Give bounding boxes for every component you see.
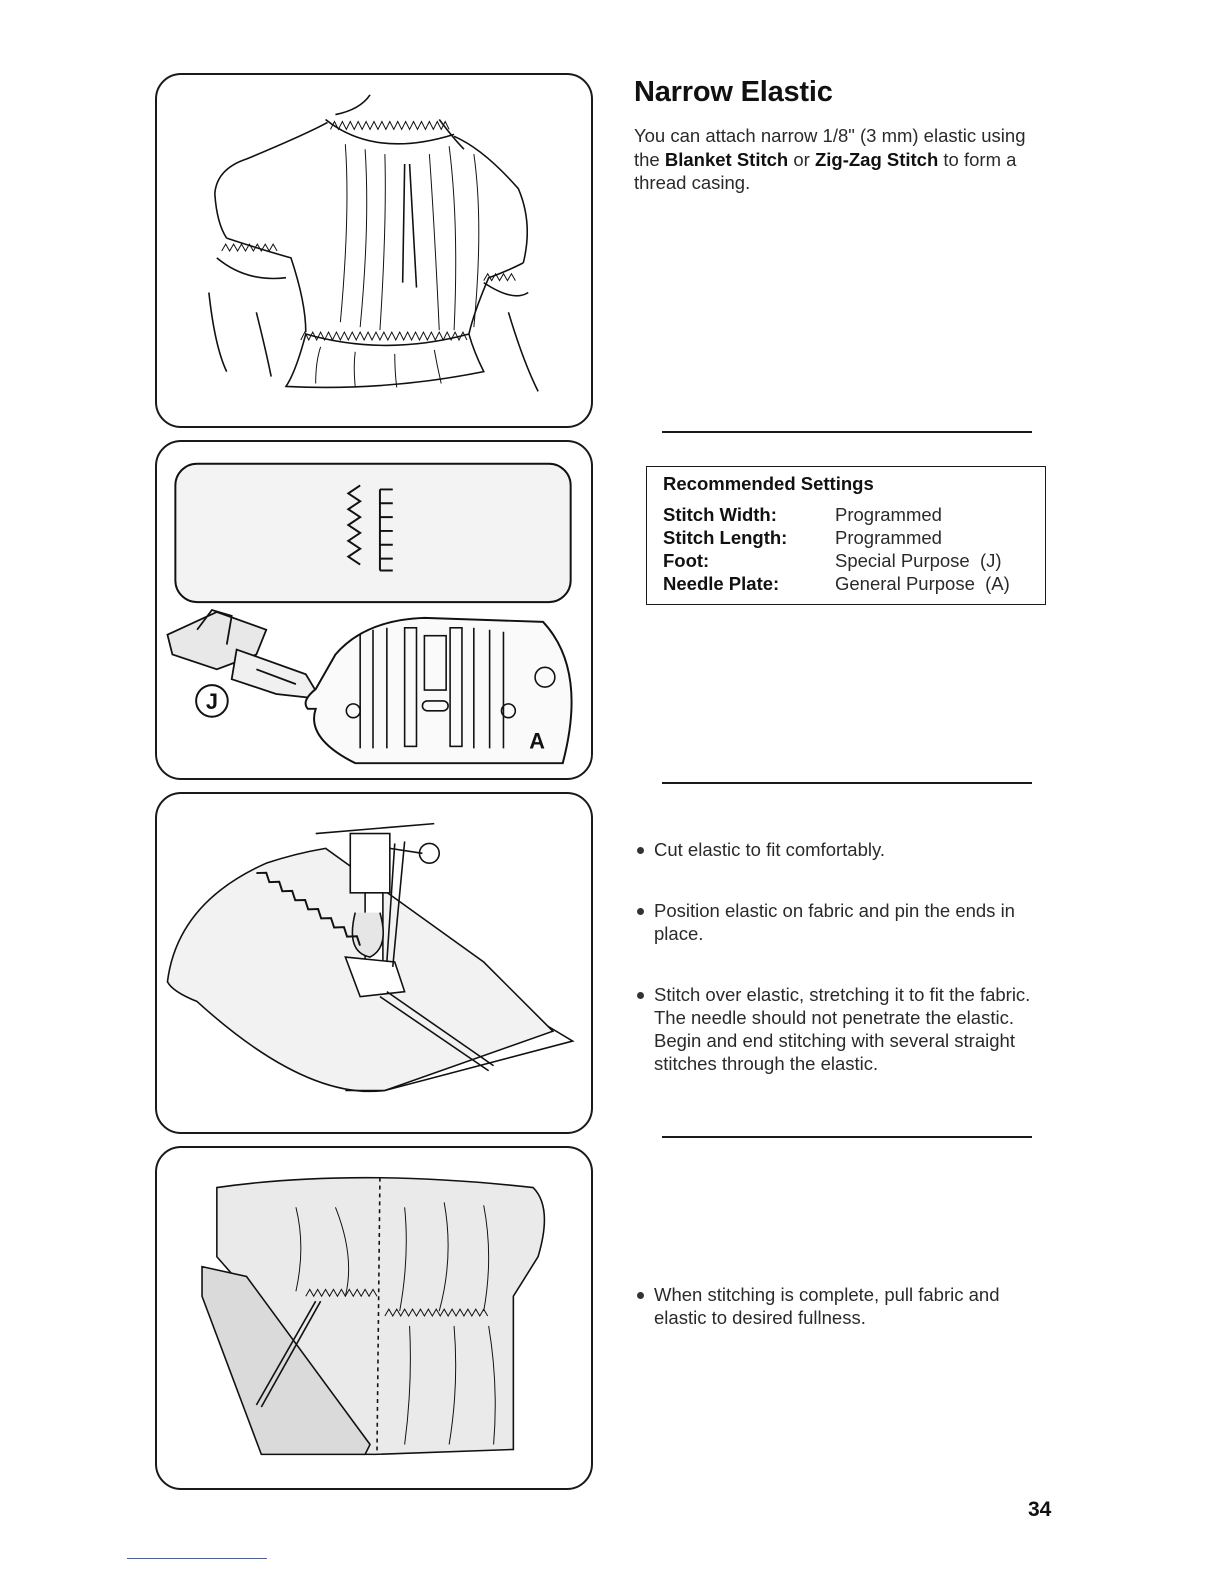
section-divider [662, 782, 1032, 784]
section-divider [662, 431, 1032, 433]
stitch-length-label: Stitch Length: [663, 527, 788, 548]
settings-illustration [155, 440, 593, 780]
settings-row [663, 549, 1045, 572]
blouse-drawing [157, 75, 591, 426]
section-divider [662, 1136, 1032, 1138]
stitch-width-label: Stitch Width: [663, 504, 777, 525]
sewing-machine-drawing [157, 794, 591, 1132]
needle-plate-value: General Purpose (A) [835, 573, 1010, 594]
foot-label-text: Foot: [663, 550, 710, 571]
step-item: Position elastic on fabric and pin the ends in place. [636, 899, 1066, 945]
stitch-width-value: Programmed [835, 504, 942, 525]
intro-paragraph [634, 124, 1054, 195]
intro-text: or [788, 148, 815, 170]
zigzag-stitch-term: Zig-Zag Stitch [814, 148, 939, 170]
needle-plate-label: Needle Plate: [663, 573, 780, 594]
intro-text: to form a thread casing. [634, 148, 1017, 193]
recommended-settings-box [646, 466, 1046, 605]
foot-label: J [205, 688, 218, 714]
foot-and-plate-drawing [157, 442, 591, 778]
blanket-stitch-term: Blanket Stitch [664, 148, 789, 170]
settings-heading: Recommended Settings [663, 473, 874, 494]
step-item: Cut elastic to fit comfortably. [636, 838, 1066, 861]
plate-label: A [529, 728, 545, 754]
step-item: Stitch over elastic, stretching it to fit the fabric. The needle should not penetrate the elastic. Begin and end stitching with several straight stitches through the elastic. [636, 983, 1046, 1075]
step-list [636, 838, 1066, 861]
settings-row [663, 526, 1045, 549]
presser-foot-icon [167, 610, 320, 699]
step-item: When stitching is complete, pull fabric and elastic to desired fullness. [636, 1283, 1056, 1329]
settings-row [663, 503, 1045, 526]
stitch-length-value: Programmed [835, 527, 942, 548]
finished-gather-illustration [155, 1146, 593, 1490]
stitching-illustration [155, 792, 593, 1134]
foot-value: Special Purpose (J) [835, 550, 1002, 571]
page-title: Narrow Elastic [634, 76, 833, 108]
step-list [636, 899, 1066, 945]
blouse-illustration [155, 73, 593, 428]
footer-underline [127, 1558, 267, 1559]
step-list [636, 983, 1046, 1075]
gathered-fabric-drawing [157, 1148, 591, 1488]
step-list [636, 1283, 1056, 1329]
settings-row [663, 572, 1045, 595]
page-number: 34 [1028, 1498, 1052, 1521]
intro-text: You can attach narrow 1/8" (3 mm) elastic using the [634, 125, 1026, 170]
